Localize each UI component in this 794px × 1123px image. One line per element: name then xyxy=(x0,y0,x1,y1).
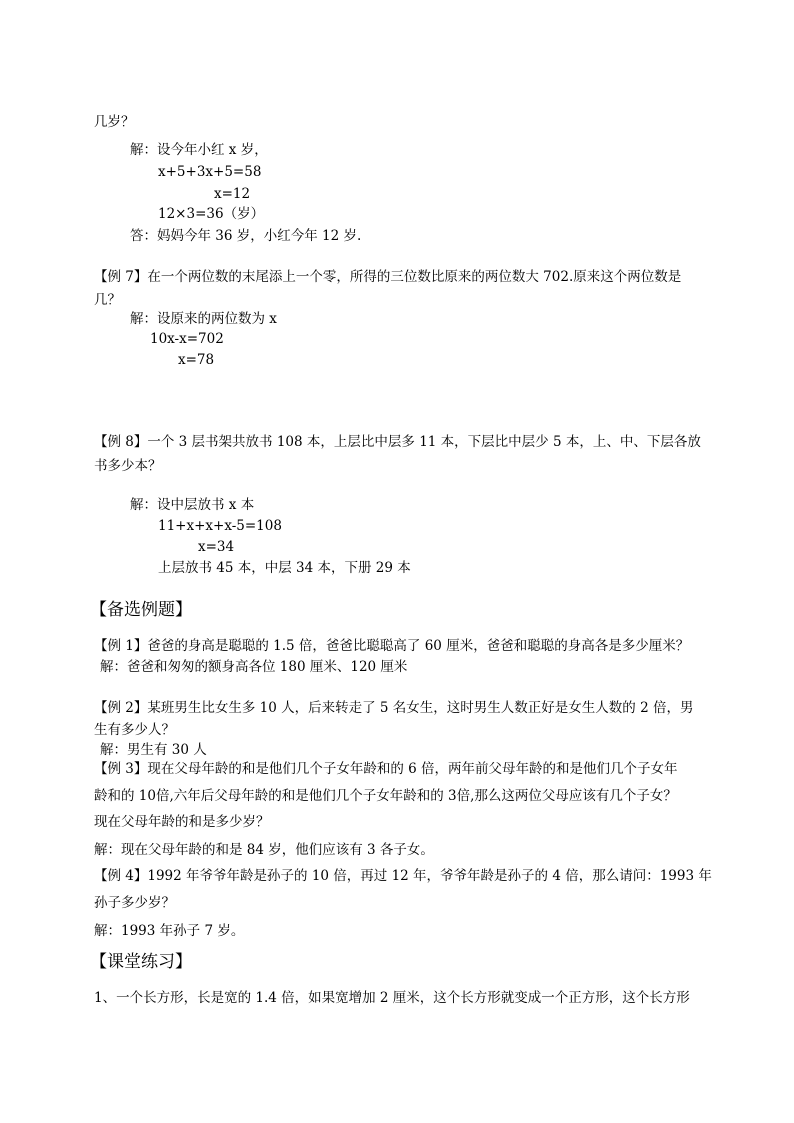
calculation: 12×3=36（岁） xyxy=(158,206,265,222)
answer: 上层放书 45 本，中层 34 本，下册 29 本 xyxy=(158,560,411,576)
extra-example-4-answer: 解：1993 年孙子 7 岁。 xyxy=(94,923,245,939)
extra-example-1-answer: 解：爸爸和匆匆的额身高各位 180 厘米、120 厘米 xyxy=(100,659,408,675)
extra-example-3-question-cont: 龄和的 10倍,六年后父母年龄的和是他们几个子女年龄和的 3倍,那么这两位父母应该有几个子女？ xyxy=(94,788,677,804)
extra-example-2-question-cont: 生有多少人？ xyxy=(94,722,175,738)
extra-example-3-question-cont: 现在父母年龄的和是多少岁？ xyxy=(94,814,270,830)
equation-result: x=12 xyxy=(214,186,251,202)
solution-setup: 解：设原来的两位数为 x xyxy=(130,311,277,327)
solution-setup: 解：设中层放书 x 本 xyxy=(130,497,255,513)
extra-example-3-question: 【例 3】现在父母年龄的和是他们几个子女年龄和的 6 倍，两年前父母年龄的和是他们几个子女年 xyxy=(94,761,678,777)
question-continuation: 几岁？ xyxy=(94,114,135,130)
extra-example-3-answer: 解：现在父母年龄的和是 84 岁，他们应该有 3 各子女。 xyxy=(94,842,434,858)
example-7-question-cont: 几？ xyxy=(94,292,121,308)
extra-example-2-question: 【例 2】某班男生比女生多 10 人，后来转走了 5 名女生，这时男生人数正好是女生人数的 2 倍，男 xyxy=(94,700,694,716)
equation-result: x=78 xyxy=(178,352,215,368)
practice-item-1: 1、一个长方形，长是宽的 1.4 倍，如果宽增加 2 厘米，这个长方形就变成一个正方形，这个长方形 xyxy=(94,990,690,1006)
example-7-question: 【例 7】在一个两位数的末尾添上一个零，所得的三位数比原来的两位数大 702.原来这个两位数是 xyxy=(94,269,682,285)
extra-example-4-question-cont: 孙子多少岁？ xyxy=(94,895,175,911)
extra-example-2-answer: 解：男生有 30 人 xyxy=(100,742,207,758)
example-8-question: 【例 8】一个 3 层书架共放书 108 本，上层比中层多 11 本，下层比中层少 5 本，上、中、下层各放 xyxy=(94,434,701,450)
example-8-question-cont: 书多少本？ xyxy=(94,458,162,474)
extra-example-1-question: 【例 1】爸爸的身高是聪聪的 1.5 倍，爸爸比聪聪高了 60 厘米，爸爸和聪聪的身高各是多少厘米？ xyxy=(94,638,690,654)
answer: 答：妈妈今年 36 岁，小红今年 12 岁. xyxy=(130,228,362,244)
solution-setup: 解：设今年小红 x 岁， xyxy=(130,142,268,158)
extra-example-4-question: 【例 4】1992 年爷爷年龄是孙子的 10 倍，再过 12 年，爷爷年龄是孙子的 4 倍，那么请问：1993 年 xyxy=(94,868,712,884)
equation-result: x=34 xyxy=(198,539,235,555)
section-heading-extra-examples: 【备选例题】 xyxy=(90,600,192,620)
section-heading-practice: 【课堂练习】 xyxy=(90,952,192,972)
equation: x+5+3x+5=58 xyxy=(158,164,262,180)
equation: 10x-x=702 xyxy=(150,331,224,347)
equation: 11+x+x+x-5=108 xyxy=(158,518,282,534)
